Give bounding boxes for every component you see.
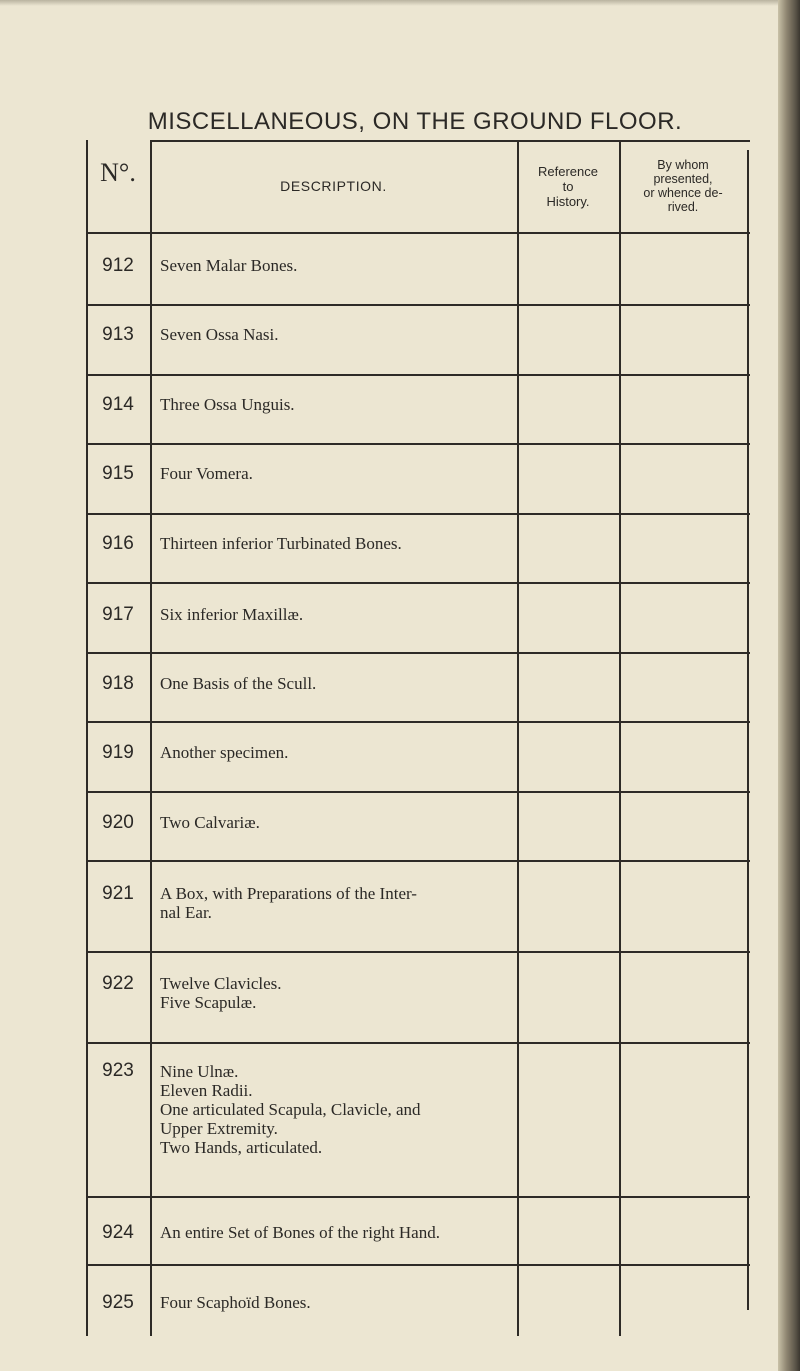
- row-description: An entire Set of Bones of the right Hand.: [160, 1223, 440, 1242]
- row-number: 924: [102, 1222, 134, 1243]
- rule-row: [86, 513, 750, 515]
- row-description: Two Calvariæ.: [160, 813, 260, 832]
- rule-row: [86, 582, 750, 584]
- row-description: Six inferior Maxillæ.: [160, 605, 304, 624]
- row-number: 923: [102, 1060, 134, 1081]
- header-presented: By whom presented, or whence de- rived.: [643, 158, 723, 214]
- row-description: Another specimen.: [160, 743, 289, 762]
- page-edge-shadow: [778, 0, 800, 1371]
- rule-ref-by: [619, 140, 621, 1336]
- row-number: 914: [102, 394, 134, 415]
- row-description: Nine Ulnæ. Eleven Radii. One articulated Scapula, Clavicle, and Upper Extremity. Two Hands, articulated.: [160, 1062, 421, 1157]
- rule-row: [86, 721, 750, 723]
- row-number: 921: [102, 883, 134, 904]
- rule-header-bottom: [86, 232, 750, 234]
- rule-row: [86, 791, 750, 793]
- row-description: Four Vomera.: [160, 464, 253, 483]
- row-number: 919: [102, 742, 134, 763]
- rule-row: [86, 1196, 750, 1198]
- row-description: Thirteen inferior Turbinated Bones.: [160, 534, 402, 553]
- rule-no-desc: [150, 140, 152, 1336]
- header-description: DESCRIPTION.: [280, 178, 387, 194]
- rule-row: [86, 374, 750, 376]
- row-number: 917: [102, 604, 134, 625]
- page-title: MISCELLANEOUS, ON THE GROUND FLOOR.: [147, 108, 683, 135]
- rule-left: [86, 140, 88, 1336]
- row-description: Three Ossa Unguis.: [160, 395, 295, 414]
- rule-row: [86, 951, 750, 953]
- rule-right: [747, 150, 749, 1310]
- row-description: Seven Ossa Nasi.: [160, 325, 279, 344]
- row-number: 918: [102, 673, 134, 694]
- row-number: 916: [102, 533, 134, 554]
- row-number: 922: [102, 973, 134, 994]
- rule-row: [86, 860, 750, 862]
- rule-row: [86, 1042, 750, 1044]
- rule-row: [86, 1264, 750, 1266]
- rule-row: [86, 443, 750, 445]
- header-no: N°.: [100, 158, 136, 187]
- row-number: 913: [102, 324, 134, 345]
- rule-row: [86, 304, 750, 306]
- rule-row: [86, 652, 750, 654]
- header-reference: Reference to History.: [538, 164, 598, 209]
- row-number: 912: [102, 255, 134, 276]
- row-description: Seven Malar Bones.: [160, 256, 298, 275]
- row-description: A Box, with Preparations of the Inter- nal Ear.: [160, 884, 417, 922]
- row-description: One Basis of the Scull.: [160, 674, 317, 693]
- row-number: 925: [102, 1292, 134, 1313]
- row-number: 920: [102, 812, 134, 833]
- row-description: Twelve Clavicles. Five Scapulæ.: [160, 974, 282, 1012]
- row-number: 915: [102, 463, 134, 484]
- rule-header-top: [150, 140, 750, 142]
- row-description: Four Scaphoïd Bones.: [160, 1293, 311, 1312]
